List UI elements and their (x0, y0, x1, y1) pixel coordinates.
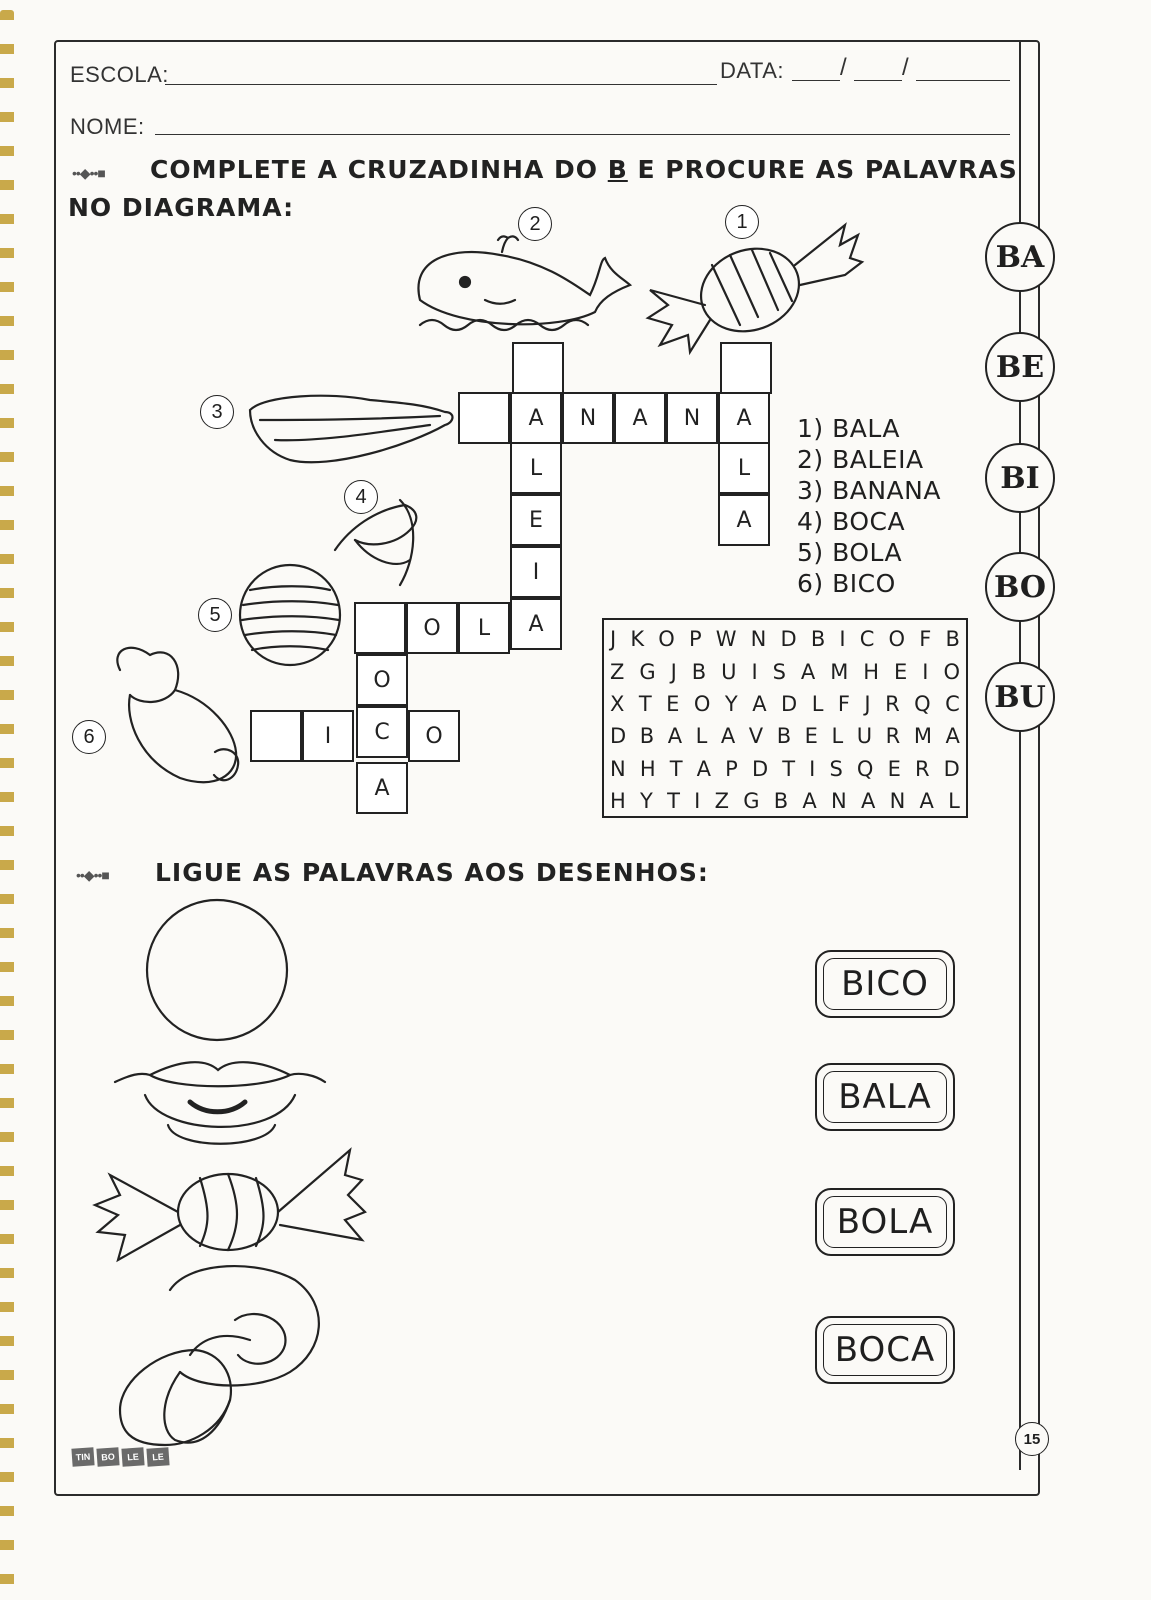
word-search-letter[interactable]: N (610, 756, 626, 781)
word-search-letter[interactable]: O (943, 659, 960, 684)
crossword-cell[interactable]: A (718, 494, 770, 546)
word-list (797, 413, 941, 599)
word-search-row (610, 688, 960, 720)
word-search-letter[interactable]: T (782, 756, 796, 781)
date-day-field[interactable] (792, 80, 840, 81)
word-list-item: 3) BANANA (797, 476, 941, 505)
instruction-crossword (150, 155, 1018, 184)
match-word-box[interactable] (815, 1063, 955, 1131)
word-search-letter[interactable]: B (639, 724, 655, 749)
spiral-binding (0, 10, 14, 1590)
word-search-letter[interactable]: A (802, 789, 817, 814)
syllable-badge: BI (985, 443, 1055, 513)
name-field[interactable] (155, 134, 1010, 135)
instruction-match: LIGUE AS PALAVRAS AOS DESENHOS: (155, 858, 709, 887)
crossword-cell[interactable]: L (458, 602, 510, 654)
word-search-letter[interactable]: J (670, 659, 677, 684)
word-list-item: 1) BALA (797, 414, 900, 443)
word-search-letter[interactable]: A (667, 724, 683, 749)
word-search-letter[interactable]: F (919, 627, 932, 652)
word-search-letter[interactable]: L (831, 724, 844, 749)
crossword-cell[interactable]: L (718, 442, 770, 494)
word-search-row (610, 655, 960, 687)
crossword-cell[interactable] (250, 710, 302, 762)
word-list-item: 2) BALEIA (797, 445, 924, 474)
word-search-letter[interactable]: I (839, 627, 846, 652)
word-search-letter[interactable]: B (810, 627, 826, 652)
word-search-row (610, 623, 960, 655)
word-search-letter[interactable]: E (666, 691, 680, 716)
match-word-box[interactable] (815, 1188, 955, 1256)
instruction-text: E PROCURE AS PALAVRAS (627, 155, 1018, 184)
word-search-letter[interactable]: N (750, 627, 767, 652)
date-label: DATA: (720, 58, 785, 83)
instruction-crossword-line2: NO DIAGRAMA: (68, 193, 295, 222)
crossword-cell[interactable]: A (356, 762, 408, 814)
word-search-letter[interactable]: D (943, 756, 960, 781)
word-search-letter[interactable]: I (751, 659, 758, 684)
word-search-grid (602, 618, 968, 818)
school-label: ESCOLA: (70, 62, 169, 87)
word-search-letter[interactable]: Q (856, 756, 874, 781)
word-search-letter[interactable]: A (720, 724, 736, 749)
crossword-cell[interactable] (720, 342, 772, 394)
word-search-letter[interactable]: Y (640, 789, 653, 814)
word-search-letter[interactable]: A (800, 659, 816, 684)
word-search-letter[interactable]: B (773, 789, 789, 814)
word-search-letter[interactable]: F (837, 691, 850, 716)
word-search-letter[interactable]: A (860, 789, 876, 814)
word-search-letter[interactable]: O (693, 691, 711, 716)
word-search-letter[interactable]: V (748, 724, 764, 749)
crossword-cell[interactable]: I (510, 546, 562, 598)
word-search-letter[interactable]: I (694, 789, 701, 814)
word-search-letter[interactable]: L (948, 789, 960, 814)
word-search-letter[interactable]: B (776, 724, 792, 749)
crossword-cell[interactable]: O (406, 602, 458, 654)
crossword-cell[interactable]: I (302, 710, 354, 762)
bullet-icon: ••◆••■ (72, 165, 105, 181)
clue-number-5: 5 (198, 598, 232, 632)
word-search-letter[interactable]: C (945, 691, 960, 716)
crossword-cell[interactable]: A (614, 392, 666, 444)
crossword-cell[interactable]: O (356, 654, 408, 706)
word-search-letter[interactable]: U (721, 659, 737, 684)
clue-number-3: 3 (200, 395, 234, 429)
word-search-letter[interactable]: U (856, 724, 873, 749)
page-number: 15 (1015, 1422, 1049, 1456)
clue-number-2: 2 (518, 207, 552, 241)
date-year-field[interactable] (916, 80, 1010, 81)
word-search-letter[interactable]: P (688, 627, 702, 652)
word-search-letter[interactable]: B (691, 659, 707, 684)
crossword-cell[interactable] (458, 392, 510, 444)
word-search-letter[interactable]: N (831, 789, 847, 814)
word-search-letter[interactable]: E (804, 724, 818, 749)
date-separator: / (902, 54, 910, 81)
word-search-letter[interactable]: B (945, 627, 960, 652)
word-search-letter[interactable]: G (743, 789, 760, 814)
match-word-box[interactable] (815, 1316, 955, 1384)
word-search-letter[interactable]: A (919, 789, 934, 814)
word-search-letter[interactable]: N (889, 789, 906, 814)
syllable-badge: BA (985, 222, 1055, 292)
crossword-cell[interactable]: E (510, 494, 562, 546)
word-search-letter[interactable]: T (669, 756, 683, 781)
school-field[interactable] (165, 84, 717, 85)
word-search-letter[interactable]: Z (610, 659, 625, 684)
word-search-letter[interactable]: E (887, 756, 901, 781)
crossword-cell[interactable] (354, 602, 406, 654)
word-search-row (610, 753, 960, 785)
word-search-letter[interactable]: H (610, 789, 626, 814)
syllable-badge: BU (985, 662, 1055, 732)
word-list-item: 5) BOLA (797, 538, 903, 567)
word-search-letter[interactable]: P (725, 756, 738, 781)
word-search-letter[interactable]: K (630, 627, 645, 652)
clue-number-6: 6 (72, 720, 106, 754)
word-search-letter[interactable]: L (811, 691, 824, 716)
word-search-letter[interactable]: Q (914, 691, 931, 716)
word-search-letter[interactable]: A (945, 724, 960, 749)
instruction-text: COMPLETE A CRUZADINHA DO (150, 155, 608, 184)
word-search-letter[interactable]: D (751, 756, 769, 781)
word-search-letter[interactable]: X (610, 691, 625, 716)
crossword-cell[interactable]: L (510, 442, 562, 494)
crossword-cell[interactable] (512, 342, 564, 394)
word-search-letter[interactable]: Z (714, 789, 729, 814)
word-search-letter[interactable]: D (610, 724, 627, 749)
word-search-letter[interactable]: G (639, 659, 656, 684)
match-word: BOCA (823, 1324, 947, 1376)
word-search-letter[interactable]: T (667, 789, 680, 814)
word-search-letter[interactable]: D (781, 691, 798, 716)
word-search-letter[interactable]: S (829, 756, 843, 781)
match-word-box[interactable] (815, 950, 955, 1018)
date-month-field[interactable] (854, 80, 902, 81)
name-label: NOME: (70, 114, 145, 139)
word-list-item: 4) BOCA (797, 507, 906, 536)
word-search-letter[interactable]: S (772, 659, 786, 684)
clue-number-4: 4 (344, 480, 378, 514)
date-separator: / (840, 54, 848, 81)
word-search-letter[interactable]: L (695, 724, 708, 749)
logo-letter: TIN (71, 1447, 94, 1466)
word-search-letter[interactable]: E (894, 659, 908, 684)
crossword-cell[interactable]: N (562, 392, 614, 444)
word-search-letter[interactable]: I (809, 756, 816, 781)
word-search-letter[interactable]: R (885, 691, 900, 716)
logo-letter: BO (96, 1447, 119, 1466)
crossword-cell[interactable]: O (408, 710, 460, 762)
crossword-cell[interactable]: A (718, 392, 770, 444)
word-list-item: 6) BICO (797, 569, 896, 598)
word-search-letter[interactable]: C (859, 627, 875, 652)
crossword-cell[interactable]: A (510, 598, 562, 650)
word-search-letter[interactable]: M (830, 659, 849, 684)
logo-letter: LE (121, 1447, 144, 1466)
word-search-letter[interactable]: O (888, 627, 906, 652)
word-search-letter[interactable]: R (885, 724, 901, 749)
word-search-letter[interactable]: J (864, 691, 871, 716)
match-word: BOLA (823, 1196, 947, 1248)
crossword-cell[interactable]: C (356, 706, 408, 758)
instruction-letter: B (607, 155, 628, 184)
bullet-icon: ••◆••■ (76, 867, 109, 883)
match-word: BICO (823, 958, 947, 1010)
clue-number-1: 1 (725, 205, 759, 239)
crossword-cell[interactable]: A (510, 392, 562, 444)
word-search-letter[interactable]: D (780, 627, 797, 652)
publisher-logo (72, 1448, 169, 1466)
word-search-letter[interactable]: M (913, 724, 932, 749)
word-search-letter[interactable]: Y (724, 691, 738, 716)
syllable-badge: BO (985, 552, 1055, 622)
word-search-letter[interactable]: R (914, 756, 930, 781)
crossword-cell[interactable]: N (666, 392, 718, 444)
word-search-letter[interactable]: A (696, 756, 712, 781)
word-search-row (610, 720, 960, 752)
word-search-letter[interactable]: J (610, 627, 617, 652)
word-search-letter[interactable]: H (863, 659, 880, 684)
word-search-letter[interactable]: H (639, 756, 656, 781)
match-word: BALA (823, 1071, 947, 1123)
word-search-letter[interactable]: O (658, 627, 675, 652)
word-search-letter[interactable]: T (638, 691, 652, 716)
word-search-letter[interactable]: A (752, 691, 767, 716)
syllable-badge: BE (985, 332, 1055, 402)
word-search-row (610, 785, 960, 817)
word-search-letter[interactable]: W (715, 627, 737, 652)
word-search-letter[interactable]: I (922, 659, 929, 684)
logo-letter: LE (146, 1447, 169, 1466)
